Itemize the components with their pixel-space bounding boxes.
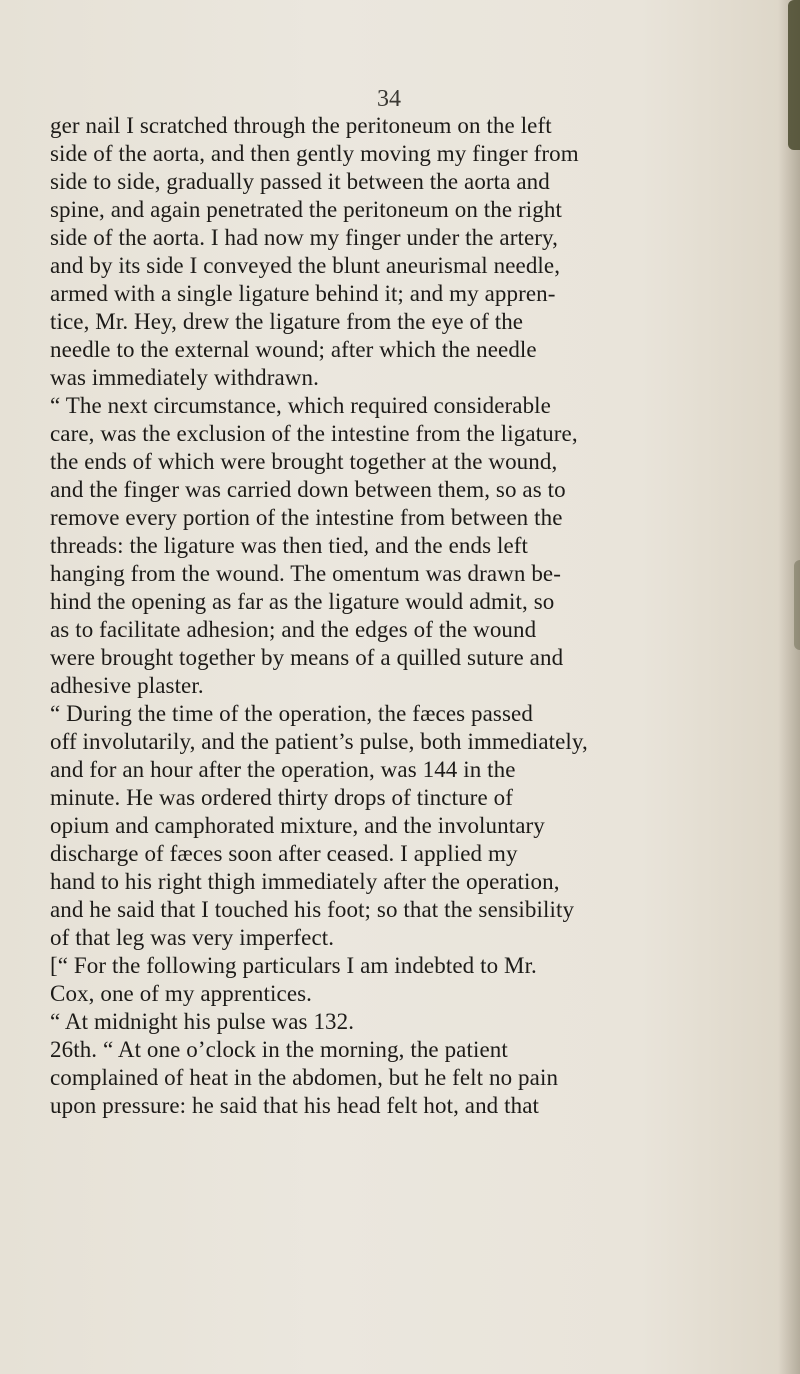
text-line: Cox, one of my apprentices. bbox=[50, 981, 313, 1006]
text-line: “ During the time of the operation, the fæces passed bbox=[50, 701, 533, 726]
text-line: remove every portion of the intestine from between the bbox=[50, 505, 563, 530]
text-line: were brought together by means of a quilled suture and bbox=[50, 645, 564, 670]
text-line: of that leg was very imperfect. bbox=[50, 925, 335, 950]
body-text bbox=[50, 112, 780, 1120]
text-line: side of the aorta, and then gently moving my finger from bbox=[50, 141, 579, 166]
binding-edge-mark bbox=[788, 0, 800, 150]
text-line: and the finger was carried down between them, so as to bbox=[50, 477, 566, 502]
text-line: as to facilitate adhesion; and the edges of the wound bbox=[50, 617, 537, 642]
text-line: discharge of fæces soon after ceased. I applied my bbox=[50, 841, 518, 866]
text-line: side of the aorta. I had now my finger under the artery, bbox=[50, 225, 559, 250]
text-line: and by its side I conveyed the blunt aneurismal needle, bbox=[50, 253, 561, 278]
text-line: was immediately withdrawn. bbox=[50, 365, 319, 390]
text-line: upon pressure: he said that his head felt hot, and that bbox=[50, 1093, 540, 1118]
page-number: 34 bbox=[377, 86, 401, 112]
text-line: and he said that I touched his foot; so that the sensibility bbox=[50, 897, 575, 922]
text-line: 26th. “ At one o’clock in the morning, the patient bbox=[50, 1037, 508, 1062]
text-line: off involutarily, and the patient’s pulse, both immediately, bbox=[50, 729, 588, 754]
text-line: ger nail I scratched through the peritoneum on the left bbox=[50, 113, 552, 138]
text-line: [“ For the following particulars I am indebted to Mr. bbox=[50, 953, 537, 978]
text-line: needle to the external wound; after which the needle bbox=[50, 337, 537, 362]
text-line: hind the opening as far as the ligature would admit, so bbox=[50, 589, 555, 614]
text-line: side to side, gradually passed it between the aorta and bbox=[50, 169, 550, 194]
text-line: and for an hour after the operation, was 144 in the bbox=[50, 757, 516, 782]
text-line: spine, and again penetrated the peritoneum on the right bbox=[50, 197, 562, 222]
text-line: hanging from the wound. The omentum was drawn be- bbox=[50, 561, 562, 586]
text-line: minute. He was ordered thirty drops of tincture of bbox=[50, 785, 513, 810]
text-line: adhesive plaster. bbox=[50, 673, 204, 698]
text-line: armed with a single ligature behind it; and my appren- bbox=[50, 281, 556, 306]
text-line: complained of heat in the abdomen, but he felt no pain bbox=[50, 1065, 559, 1090]
text-line: opium and camphorated mixture, and the involuntary bbox=[50, 813, 545, 838]
text-line: care, was the exclusion of the intestine from the ligature, bbox=[50, 421, 578, 446]
text-line: the ends of which were brought together at the wound, bbox=[50, 449, 558, 474]
text-line: hand to his right thigh immediately after the operation, bbox=[50, 869, 560, 894]
text-line: tice, Mr. Hey, drew the ligature from the eye of the bbox=[50, 309, 524, 334]
text-line: “ At midnight his pulse was 132. bbox=[50, 1009, 355, 1034]
page-edge-shadow bbox=[778, 0, 800, 1374]
text-line: “ The next circumstance, which required considerable bbox=[50, 393, 551, 418]
text-line: threads: the ligature was then tied, and the ends left bbox=[50, 533, 529, 558]
binding-edge-mark-lower bbox=[794, 560, 800, 650]
